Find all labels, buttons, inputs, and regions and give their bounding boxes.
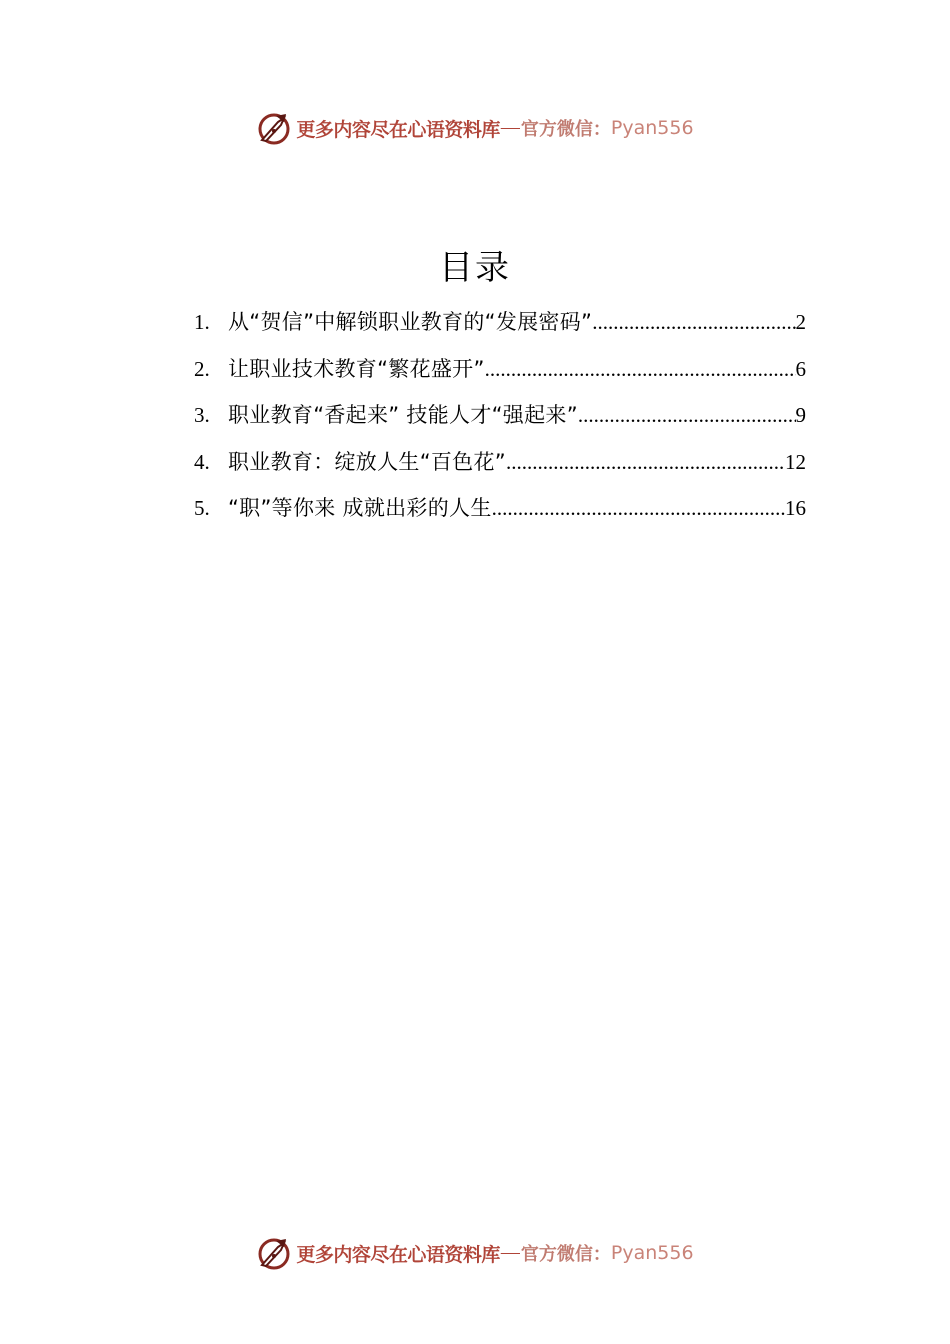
toc-entry-title[interactable]: 职业教育“香起来” 技能人才“强起来” (228, 403, 578, 427)
banner-label: 官方微信： (520, 1244, 611, 1265)
toc-entry-number: 5. (194, 496, 210, 520)
toc-entry-page[interactable]: 9 (795, 403, 806, 427)
toc-leader-dots (506, 444, 785, 480)
banner-dash: — (500, 117, 520, 138)
toc-entry-title[interactable]: 从“贺信”中解锁职业教育的“发展密码” (228, 310, 593, 334)
toc-title: 目录 (439, 248, 511, 288)
toc-leader-dots (592, 304, 795, 340)
toc-entry[interactable] (194, 304, 806, 351)
toc-entry[interactable] (194, 397, 806, 444)
banner-handle: Pyan556 (610, 117, 694, 139)
toc-entry[interactable] (194, 351, 806, 398)
toc-entry-page[interactable]: 12 (785, 449, 806, 474)
banner-dash: — (500, 1242, 520, 1263)
toc-entry-number: 1. (194, 310, 210, 334)
banner-text: 更多内容尽在心语资料库 (296, 118, 500, 141)
toc-entry-title[interactable]: 职业教育：绽放人生“百色花” (228, 449, 506, 474)
toc-entry-page[interactable]: 6 (795, 356, 806, 381)
fountain-pen-logo-icon (256, 110, 292, 146)
table-of-contents (194, 304, 806, 537)
fountain-pen-logo-icon (256, 1235, 292, 1271)
toc-entry-number: 2. (194, 356, 210, 381)
toc-entry-page[interactable]: 2 (795, 310, 806, 334)
banner-label: 官方微信： (520, 119, 611, 140)
banner-text: 更多内容尽在心语资料库 (296, 1243, 500, 1266)
toc-entry-number: 3. (194, 403, 210, 427)
banner-handle: Pyan556 (610, 1242, 694, 1264)
toc-leader-dots (485, 351, 796, 387)
toc-leader-dots (492, 490, 785, 526)
header-banner (0, 108, 950, 148)
toc-entry[interactable] (194, 444, 806, 491)
toc-leader-dots (578, 397, 796, 433)
toc-entry-title[interactable]: 让职业技术教育“繁花盛开” (228, 356, 485, 381)
footer-banner (0, 1233, 950, 1273)
toc-entry[interactable] (194, 490, 806, 537)
toc-entry-number: 4. (194, 449, 210, 474)
toc-entry-page[interactable]: 16 (785, 496, 806, 520)
toc-entry-title[interactable]: “职”等你来 成就出彩的人生 (228, 496, 492, 520)
